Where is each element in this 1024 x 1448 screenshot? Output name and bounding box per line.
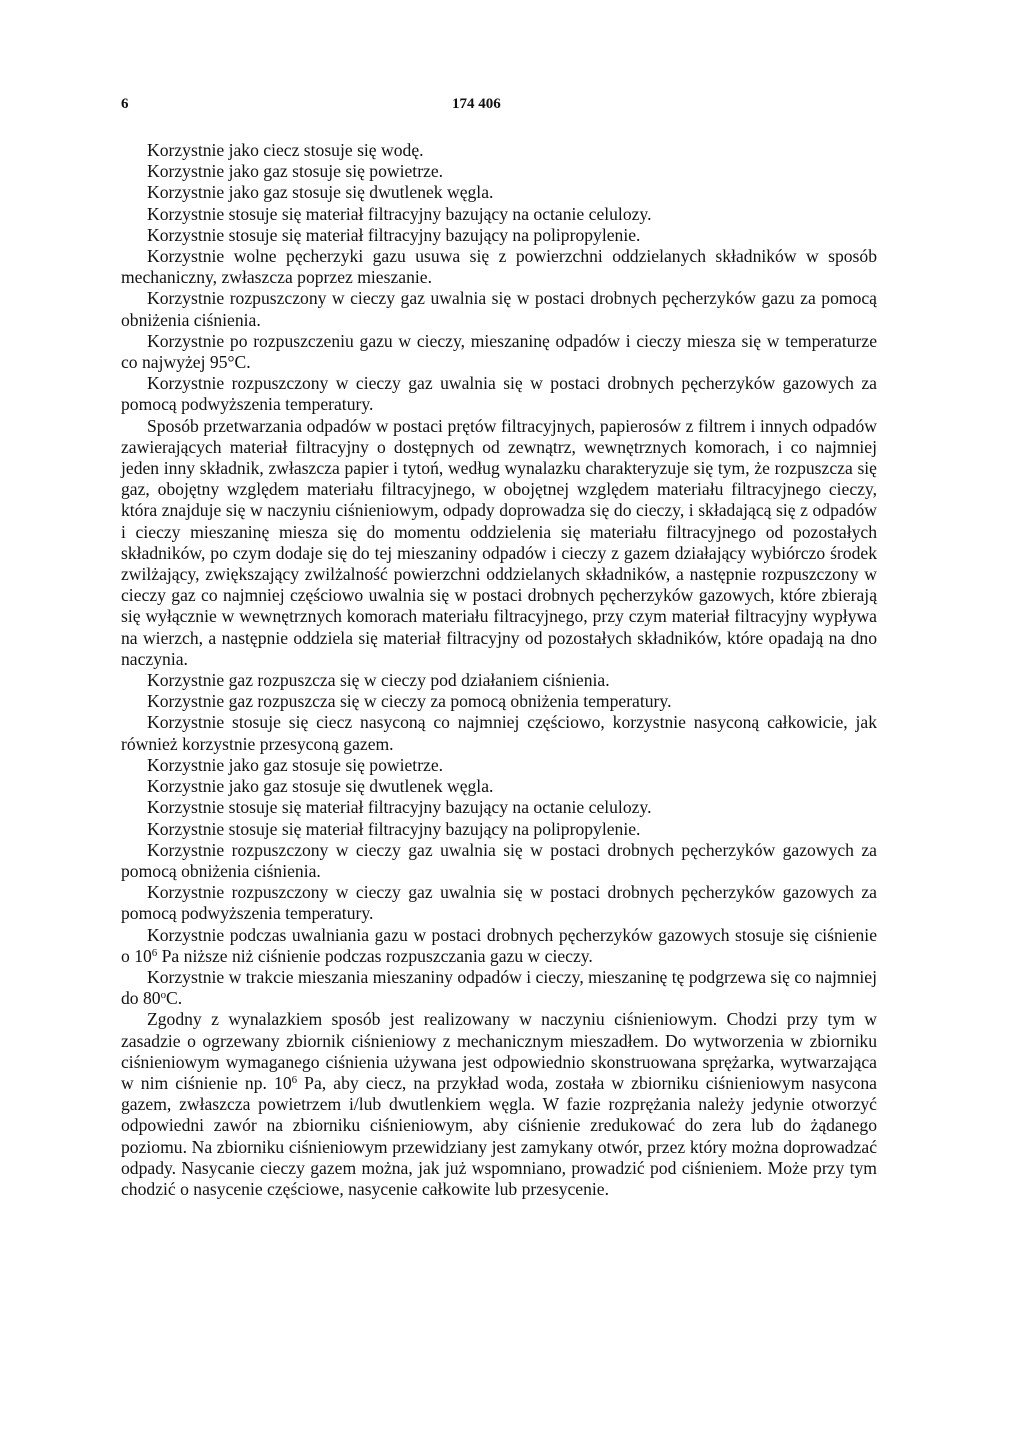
paragraph: Korzystnie stosuje się materiał filtracyjny bazujący na octanie celulozy. (147, 203, 652, 224)
pressure-paragraph (121, 925, 877, 967)
paragraph: Sposób przetwarzania odpadów w postaci prętów filtracyjnych, papierosów z filtrem i innych odpadów zawierających materiał filtracyjny o dostępnych od zewnątrz, wewnętrznych komorach, i co najmniej jeden inny składnik, zwłaszcza papier i tytoń, według wynalazku charakteryzuje się tym, że rozpuszcza się gaz, obojętny względem materiału filtracyjnego, w obojętnej względem materiału filtracyjnego cieczy, która znajduje się w naczyniu ciśnieniowym, odpady doprowadza się do cieczy, i składającą się z odpadów i cieczy mieszaninę miesza się do momentu oddzielenia się materiału filtracyjnego od pozostałych składników, po czym dodaje się do tej mieszaniny odpadów i cieczy z gazem działający wybiórczo środek zwilżający, zwiększający zwilżalność powierzchni oddzielanych składników, a następnie rozpuszczony w cieczy gaz co najmniej częściowo uwalnia się w postaci drobnych pęcherzyków gazowych, które zbierają się wyłącznie w wewnętrznych komorach materiału filtracyjnego, przy czym materiał filtracyjny wypływa na wierzch, a następnie oddziela się materiał filtracyjny od pozostałych składników, które opadają na dno naczynia. (121, 415, 877, 669)
document-number: 174 406 (452, 96, 501, 112)
heating-paragraph (121, 967, 877, 1009)
heating-text: Korzystnie w trakcie mieszania mieszaniny odpadów i cieczy, mieszaninę tę podgrzewa się co najmniej do 80 (121, 966, 877, 1009)
paragraph: Korzystnie po rozpuszczeniu gazu w cieczy, mieszaninę odpadów i cieczy miesza się w temperaturze co najwyżej 95°C. (121, 330, 877, 373)
paragraph: Korzystnie rozpuszczony w cieczy gaz uwalnia się w postaci drobnych pęcherzyków gazu za pomocą obniżenia ciśnienia. (121, 288, 877, 330)
paragraph: Korzystnie rozpuszczony w cieczy gaz uwalnia się w postaci drobnych pęcherzyków gazowych za pomocą obniżenia ciśnienia. (121, 839, 877, 881)
heating-text-end: C. (166, 988, 183, 1009)
degree-mark: o (160, 989, 167, 1002)
paragraph: Korzystnie gaz rozpuszcza się w cieczy za pomocą obniżenia temperatury. (147, 691, 672, 712)
paragraph: Korzystnie jako gaz stosuje się dwutlenek węgla. (147, 776, 494, 797)
pressure-text-end: Pa niższe niż ciśnienie podczas rozpuszczania gazu w cieczy. (157, 945, 593, 966)
closing-text-start: Zgodny z wynalazkiem sposób jest realizowany w naczyniu ciśnieniowym. Chodzi przy tym w zasadzie o ogrzewany zbiornik ciśnieniowy z mechanicznym mieszadłem. Do wytworzenia w zbiorniku ciśnieniowym wymaganego ciśnienia używana jest odpowiednio skonstruowana sprężarka, wytwarzająca w nim ciśnienie np. 10 (121, 1009, 877, 1093)
pressure-text-start: Korzystnie podczas uwalniania gazu w postaci drobnych pęcherzyków gazowych stosuje się ciśnienie o 10 (121, 924, 877, 966)
closing-exponent: 6 (291, 1073, 298, 1086)
paragraph: Korzystnie jako gaz stosuje się powietrze. (147, 754, 444, 775)
paragraph: Korzystnie jako ciecz stosuje się wodę. (147, 140, 424, 160)
paragraph: Korzystnie wolne pęcherzyki gazu usuwa się z powierzchni oddzielanych składników w sposób mechaniczny, zwłaszcza poprzez mieszanie. (121, 246, 877, 288)
paragraph: Korzystnie stosuje się materiał filtracyjny bazujący na octanie celulozy. (147, 797, 652, 818)
running-header (121, 96, 877, 118)
paragraph: Korzystnie stosuje się materiał filtracyjny bazujący na polipropylenie. (147, 818, 641, 839)
paragraph: Korzystnie jako gaz stosuje się dwutlenek węgla. (147, 182, 494, 203)
paragraph: Korzystnie stosuje się materiał filtracyjny bazujący na polipropylenie. (147, 224, 641, 245)
page-number: 6 (121, 96, 129, 112)
paragraph: Korzystnie rozpuszczony w cieczy gaz uwalnia się w postaci drobnych pęcherzyków gazowych za pomocą podwyższenia temperatury. (121, 373, 877, 415)
paragraph: Korzystnie gaz rozpuszcza się w cieczy pod działaniem ciśnienia. (147, 670, 610, 691)
paragraph: Korzystnie jako gaz stosuje się powietrze. (147, 161, 444, 182)
paragraph: Korzystnie stosuje się ciecz nasyconą co najmniej częściowo, korzystnie nasyconą całkowicie, jak również korzystnie przesyconą gazem. (121, 712, 877, 754)
paragraph: Korzystnie rozpuszczony w cieczy gaz uwalnia się w postaci drobnych pęcherzyków gazowych za pomocą podwyższenia temperatury. (121, 882, 877, 924)
closing-paragraph (121, 1009, 877, 1200)
body-text (121, 140, 877, 1200)
closing-text-end: Pa, aby ciecz, na przykład woda, została w zbiorniku ciśnieniowym nasycona gazem, zwłaszcza powietrzem i/lub dwutlenkiem węgla. W fazie rozprężania należy jedynie otworzyć odpowiedni zawór na zbiorniku ciśnieniowym, aby ciśnienie zredukować do zera lub do żądanego poziomu. Na zbiorniku ciśnieniowym przewidziany jest zamykany otwór, przez który można doprowadzać odpady. Nasycanie cieczy gazem można, jak już wspomniano, prowadzić pod ciśnieniem. Może przy tym chodzić o nasycenie częściowe, nasycenie całkowite lub przesycenie. (121, 1072, 877, 1199)
pressure-exponent: 6 (151, 946, 158, 959)
